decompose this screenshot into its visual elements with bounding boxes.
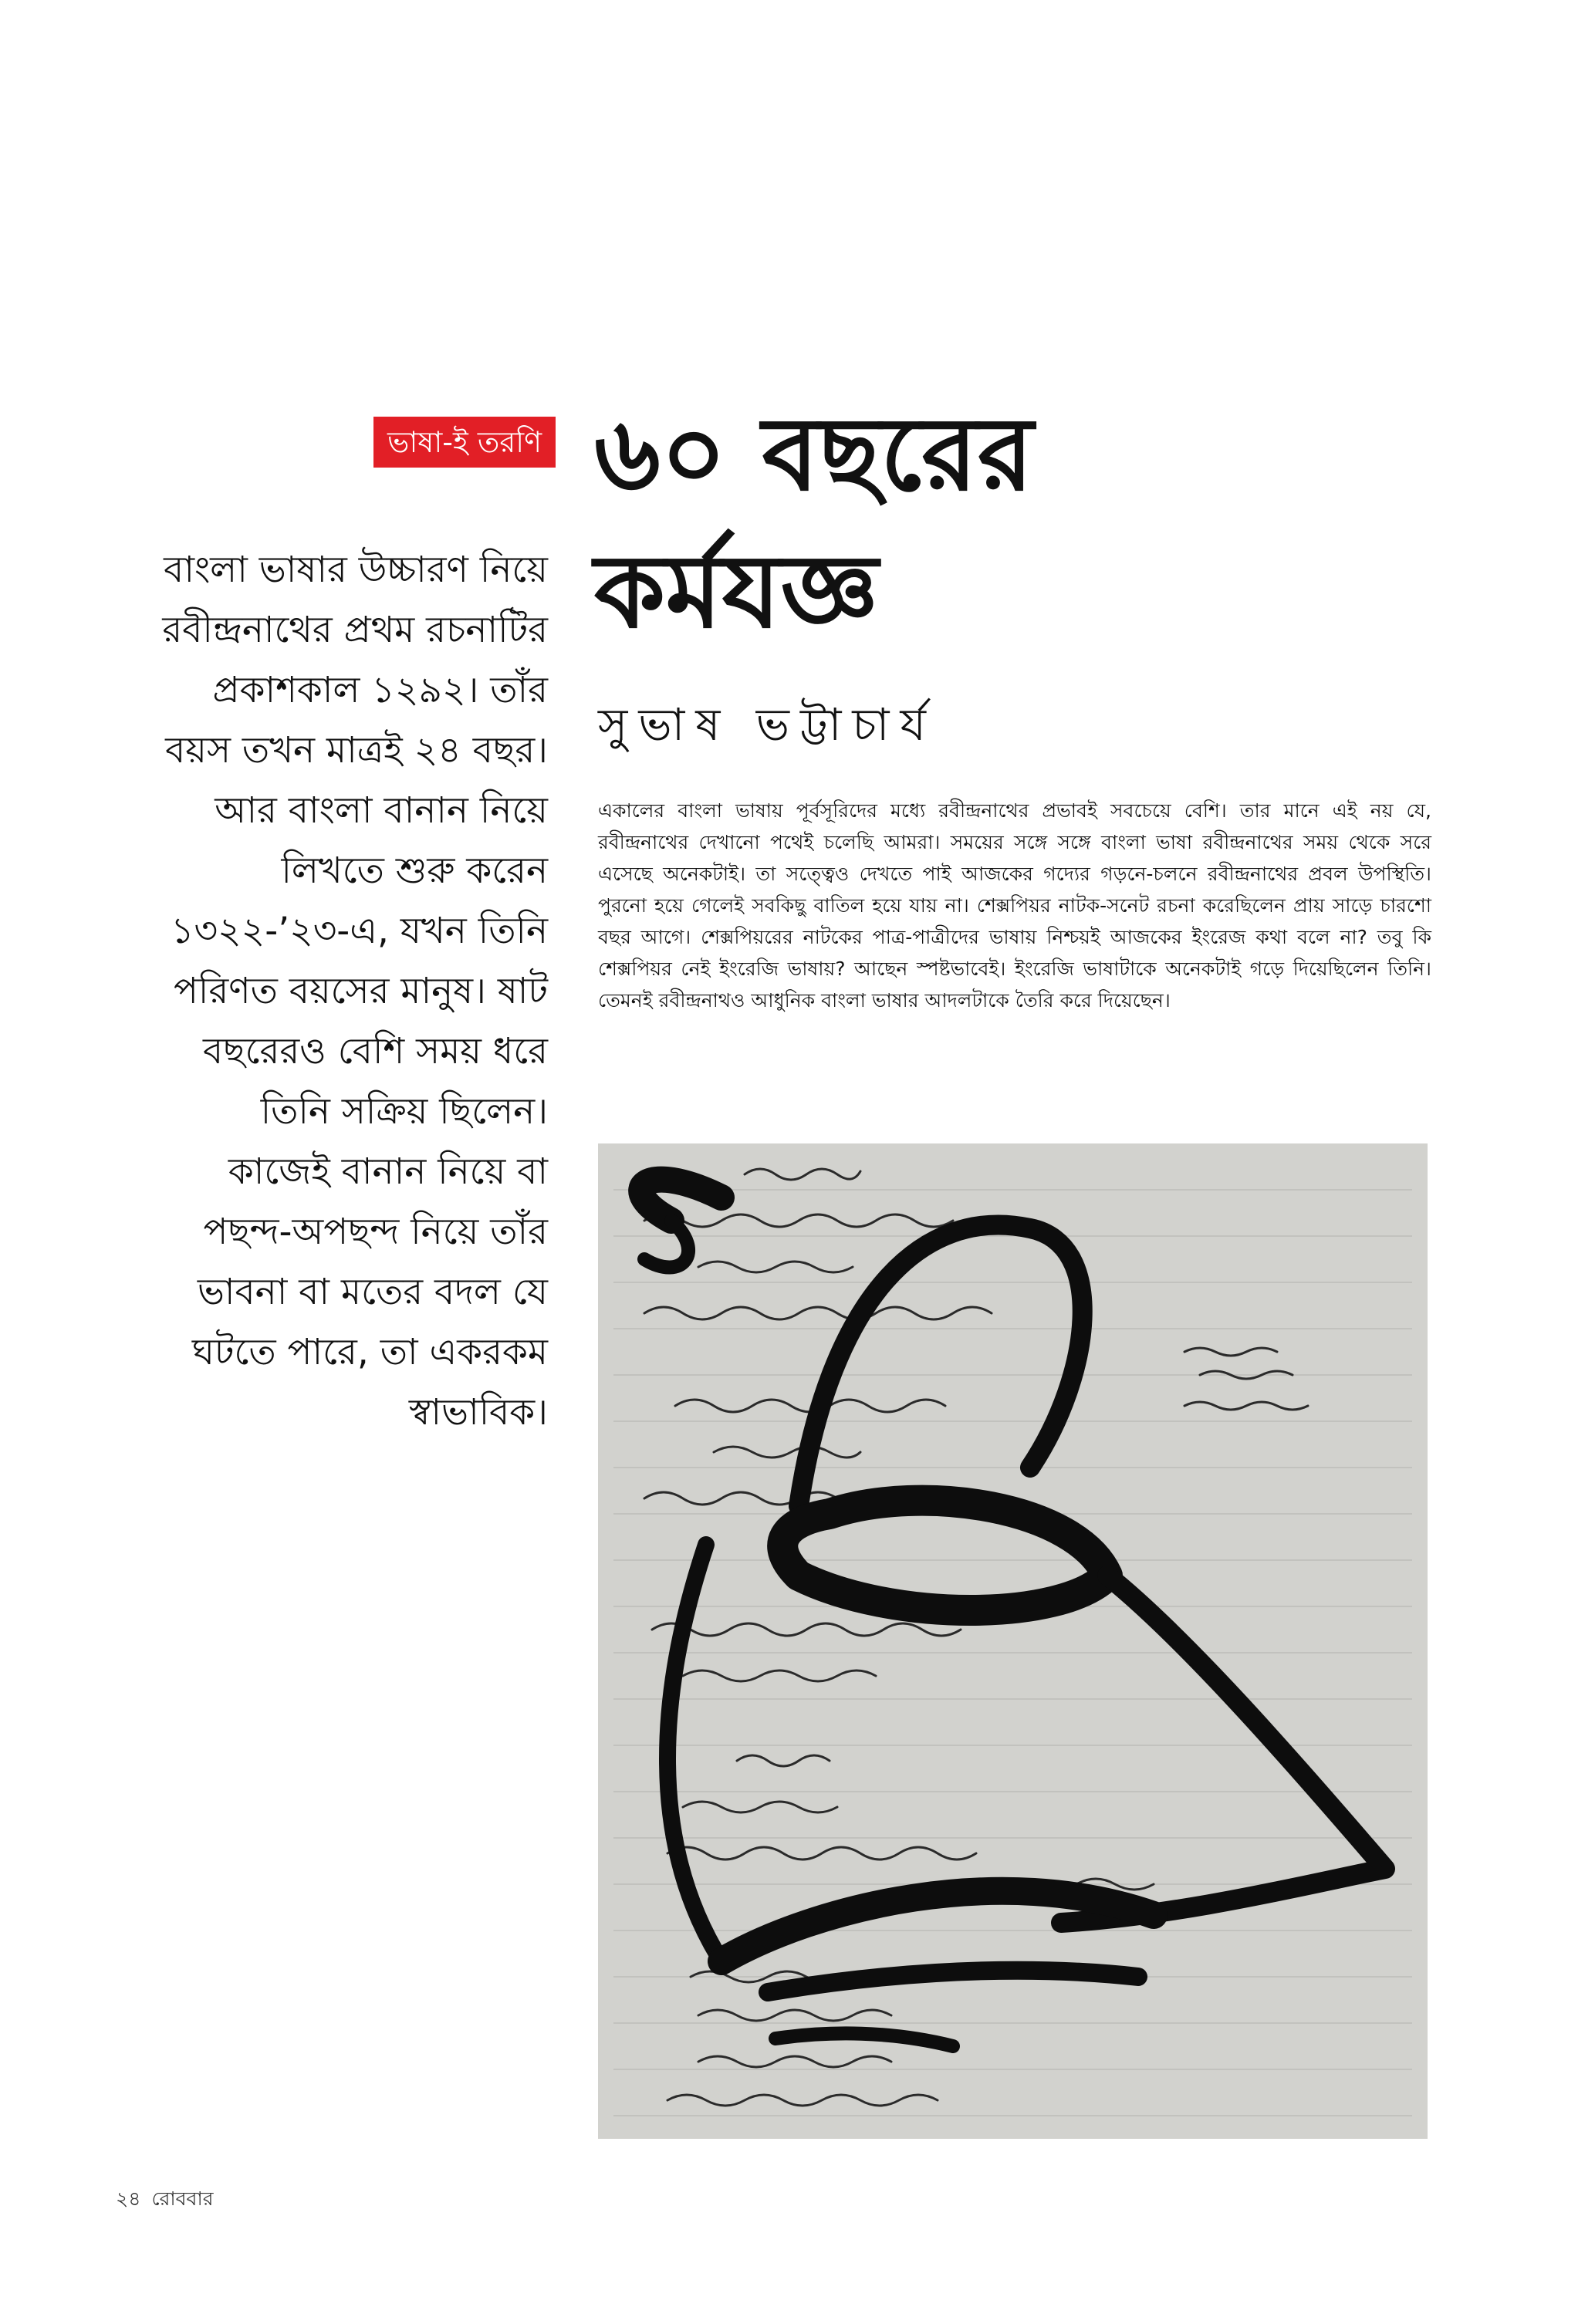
- magazine-name: রোববার: [151, 2187, 214, 2210]
- section-tag: ভাষা-ই তরণি: [373, 417, 556, 468]
- article-body: একালের বাংলা ভাষায় পূর্বসূরিদের মধ্যে রবীন্দ্রনাথের প্রভাবই সবচেয়ে বেশি। তার মানে এই নয় যে, রবীন্দ্রনাথের দেখানো পথেই চলেছি আমরা। সময়ের সঙ্গে সঙ্গে বাংলা ভাষা রবীন্দ্রনাথের সময় থেকে সরে এসেছে অনেকটাই। তা সত্ত্বেও দেখতে পাই আজকের গদ্যের গড়নে-চলনে রবীন্দ্রনাথের প্রবল উপস্থিতি। পুরনো হয়ে গেলেই সবকিছু বাতিল হয়ে যায় না। শেক্সপিয়র নাটক-সনেট রচনা করেছিলেন প্রায় সাড়ে চারশো বছর আগে। শেক্সপিয়রের নাটকের পাত্র-পাত্রীদের ভাষায় নিশ্চয়ই আজকের ইংরেজ কথা বলে না? তবু কি শেক্সপিয়র নেই ইংরেজি ভাষায়? আছেন স্পষ্টভাবেই। ইংরেজি ভাষাটাকে অনেকটাই গড়ে দিয়েছিলেন তিনি। তেমনই রবীন্দ্রনাথও আধুনিক বাংলা ভাষার আদলটাকে তৈরি করে দিয়েছেন।: [598, 799, 1431, 1012]
- article-title: [594, 386, 1559, 660]
- page-footer: [116, 2184, 224, 2217]
- page-number: ২৪: [116, 2187, 141, 2210]
- author-byline: সুভাষ ভট্টাচার্য: [598, 698, 937, 751]
- manuscript-drawing: [598, 1143, 1428, 2139]
- title-line-1: ৬০ বছরের: [594, 395, 1034, 514]
- title-line-2: কর্মযজ্ঞ: [594, 532, 879, 651]
- pull-quote: বাংলা ভাষার উচ্চারণ নিয়ে রবীন্দ্রনাথের প্রথম রচনাটির প্রকাশকাল ১২৯২। তাঁর বয়স তখন মাত্রই ২৪ বছর। আর বাংলা বানান নিয়ে লিখতে শুরু করেন ১৩২২-’২৩-এ, যখন তিনি পরিণত বয়সের মানুষ। ষাট বছরেরও বেশি সময় ধরে তিনি সক্রিয় ছিলেন। কাজেই বানান নিয়ে বা পছন্দ-অপছন্দ নিয়ে তাঁর ভাবনা বা মতের বদল যে ঘটতে পারে, তা একরকম স্বাভাবিক।: [162, 549, 548, 1434]
- manuscript-image: [598, 1143, 1428, 2139]
